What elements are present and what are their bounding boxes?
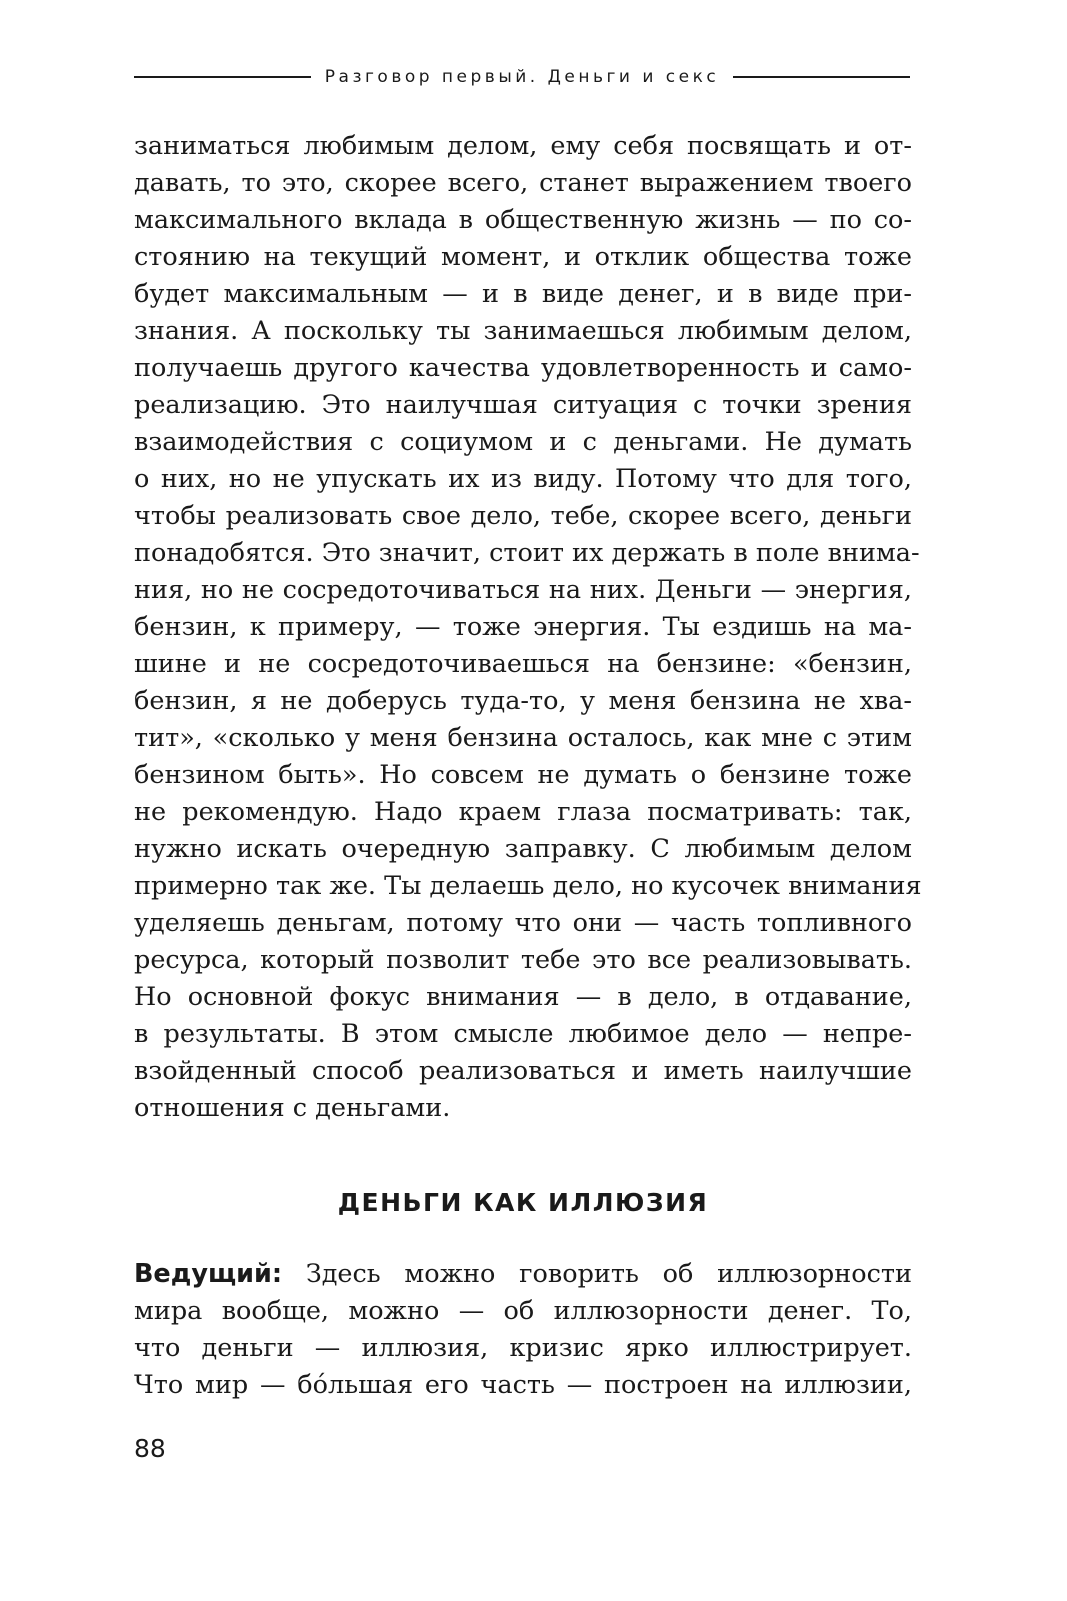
text-line: знания. А поскольку ты занимаешься любимым делом, [134,316,912,346]
text-line: бензин, к примеру, — тоже энергия. Ты ездишь на ма- [134,612,912,642]
text-line: Что мир — бóльшая его часть — построен на иллюзии, [134,1370,912,1400]
section-heading: ДЕНЬГИ КАК ИЛЛЮЗИЯ [337,1188,709,1217]
text-line: не рекомендую. Надо краем глаза посматривать: так, [134,797,912,827]
running-head-rule-left [134,76,311,78]
page-number: 88 [134,1434,166,1463]
text-line [134,1256,912,1293]
text-line: мира вообще, можно — об иллюзорности денег. То, [134,1296,912,1326]
text-line: уделяешь деньгам, потому что они — часть топливного [134,908,912,938]
speaker-label: Ведущий: [134,1259,283,1289]
text-line: стоянию на текущий момент, и отклик общества тоже [134,242,912,272]
text-line: взаимодействия с социумом и с деньгами. Не думать [134,427,912,457]
running-head-rule-right [733,76,910,78]
text-fragment: Здесь можно говорить об иллюзорности [282,1259,912,1289]
text-line: примерно так же. Ты делаешь дело, но кусочек внимания [134,871,922,901]
text-line: давать, то это, скорее всего, станет выражением твоего [134,168,912,198]
text-line: понадобятся. Это значит, стоит их держать в поле внима- [134,538,920,568]
section-paragraph [134,1256,912,1404]
text-line: отношения с деньгами. [134,1093,451,1123]
text-line: бензином быть». Но совсем не думать о бензине тоже [134,760,912,790]
text-line: о них, но не упускать их из виду. Потому что для того, [134,464,912,494]
text-line: шине и не сосредоточиваешься на бензине: «бензин, [134,649,912,679]
text-line: в результаты. В этом смысле любимое дело — непре- [134,1019,912,1049]
text-line: Но основной фокус внимания — в дело, в отдавание, [134,982,912,1012]
text-line: ния, но не сосредоточиваться на них. Деньги — энергия, [134,575,912,605]
text-line: реализацию. Это наилучшая ситуация с точки зрения [134,390,912,420]
text-line: взойденный способ реализоваться и иметь наилучшие [134,1056,912,1086]
running-head [134,62,910,92]
text-line: ресурса, который позволит тебе это все реализовывать. [134,945,912,975]
text-line: бензин, я не доберусь туда-то, у меня бензина не хва- [134,686,912,716]
text-line: заниматься любимым делом, ему себя посвящать и от- [134,131,912,161]
text-line: будет максимальным — и в виде денег, и в виде при- [134,279,912,309]
text-line: получаешь другого качества удовлетворенность и само- [134,353,912,383]
running-head-title: Разговор первый. Деньги и секс [324,67,720,87]
text-line: нужно искать очередную заправку. С любимым делом [134,834,912,864]
body-paragraph [134,128,922,1127]
text-line: что деньги — иллюзия, кризис ярко иллюстрирует. [134,1333,912,1363]
text-line: чтобы реализовать свое дело, тебе, скорее всего, деньги [134,501,912,531]
text-line: тит», «сколько у меня бензина осталось, как мне с этим [134,723,912,753]
text-line: максимального вклада в общественную жизнь — по со- [134,205,912,235]
